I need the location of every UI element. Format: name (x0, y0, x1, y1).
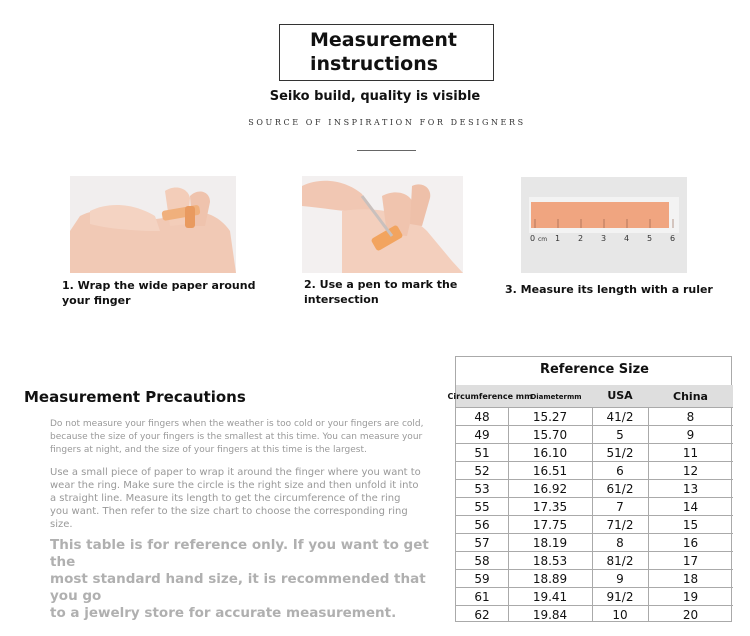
table-cell: 61 (474, 590, 490, 604)
precautions-paragraph-1: Do not measure your fingers when the weather is too cold or your fingers are cold, because the size of your fingers is the smallest at this time. You can measure your fingers at night, and the size of your fingers at this time is the largest. (50, 419, 424, 455)
table-cell: 17.35 (532, 500, 568, 514)
table-cell: 19.41 (532, 590, 568, 604)
reference-note: This table is for reference only. If you want to get the most standard hand size, it is recommended that you go to a jewelry store for accurate measurement. (50, 537, 429, 621)
step-2-photo (302, 176, 463, 273)
column-divider (648, 407, 649, 621)
ruler-unit: cm (538, 236, 548, 243)
table-cell: 20 (682, 608, 699, 622)
table-cell: 57 (474, 536, 490, 550)
table-cell: 62 (474, 608, 490, 622)
table-cell: 8 (686, 410, 695, 424)
table-row (456, 443, 733, 461)
table-cell: 15.70 (532, 428, 568, 442)
table-cell: 15.27 (532, 410, 568, 424)
table-cell: 49 (474, 428, 490, 442)
table-row (456, 407, 733, 425)
header-usa: USA (607, 389, 633, 402)
table-cell: 19.84 (532, 608, 568, 622)
table-cell: 48 (474, 410, 490, 424)
table-cell: 18.89 (532, 572, 568, 586)
table-cell: 17.75 (532, 518, 568, 532)
table-row (456, 497, 733, 515)
table-cell: 17 (682, 554, 699, 568)
precautions-title: Measurement Precautions (24, 388, 246, 406)
table-cell: 58 (474, 554, 490, 568)
page-title (279, 24, 494, 81)
table-title: Reference Size (539, 362, 650, 377)
table-row (456, 479, 733, 497)
table-cell: 51/2 (606, 446, 634, 460)
table-cell: 18 (682, 572, 699, 586)
table-cell: 56 (474, 518, 490, 532)
step-3-photo (521, 177, 687, 273)
table-cell: 16.10 (532, 446, 568, 460)
table-cell: 18.53 (532, 554, 568, 568)
step-2-caption: 2. Use a pen to mark the intersection (304, 278, 458, 306)
ruler-tick-6: 6 (670, 234, 676, 243)
table-row (456, 515, 733, 533)
ruler-tick-1: 1 (555, 234, 561, 243)
table-cell: 11 (682, 446, 699, 460)
header-diameter: Diametermm (530, 393, 582, 401)
table-cell: 81/2 (606, 554, 634, 568)
table-cell: 16.51 (532, 464, 568, 478)
table-cell: 91/2 (606, 590, 634, 604)
step-1-photo (70, 176, 236, 273)
ruler-tick-0: 0 (530, 234, 536, 243)
divider (357, 150, 416, 151)
table-cell: 15 (682, 518, 699, 532)
table-cell: 55 (474, 500, 490, 514)
header-china: China (673, 390, 708, 403)
table-row (456, 461, 733, 479)
step-3-caption: 3. Measure its length with a ruler (505, 283, 713, 296)
table-row (456, 587, 733, 605)
table-cell: 16 (682, 536, 699, 550)
title-line-1: Measurement (310, 29, 457, 51)
title-line-2: instructions (310, 53, 439, 75)
subtitle: Seiko build, quality is visible (269, 89, 481, 104)
ruler-tick-3: 3 (601, 234, 607, 243)
ruler-tick-5: 5 (647, 234, 653, 243)
source-tagline: SOURCE OF INSPIRATION FOR DESIGNERS (248, 118, 526, 127)
ruler-tick-4: 4 (624, 234, 630, 243)
column-divider (592, 407, 593, 621)
table-cell: 10 (612, 608, 628, 622)
table-cell: 13 (682, 482, 699, 496)
table-row (456, 605, 733, 623)
table-cell: 51 (474, 446, 490, 460)
table-row (456, 533, 733, 551)
table-cell: 41/2 (606, 410, 634, 424)
column-divider (508, 407, 509, 621)
precautions-paragraph-2: Use a small piece of paper to wrap it around the finger where you want to wear the ring. Make sure the circle is the right size and then unfold it into a straight line. Measure its length to get the circumference of the ring you want. Then refer to the size chart to choose the corresponding ring size. (50, 467, 421, 530)
table-cell: 61/2 (606, 482, 634, 496)
table-cell: 16.92 (532, 482, 568, 496)
step-1-caption: 1. Wrap the wide paper around your finger (62, 279, 256, 307)
table-cell: 18.19 (532, 536, 568, 550)
table-cell: 71/2 (606, 518, 634, 532)
table-row (456, 551, 733, 569)
table-row (456, 425, 733, 443)
table-row (456, 569, 733, 587)
table-cell: 14 (682, 500, 699, 514)
table-cell: 59 (474, 572, 490, 586)
ruler-tick-2: 2 (578, 234, 584, 243)
header-circumference: Circumference mm (447, 392, 533, 401)
table-cell: 9 (686, 428, 695, 442)
table-cell: 52 (474, 464, 490, 478)
table-cell: 12 (682, 464, 699, 478)
table-cell: 53 (474, 482, 490, 496)
table-cell: 19 (682, 590, 699, 604)
table-cell: 8 (616, 536, 624, 550)
table-cell: 6 (616, 464, 624, 478)
reference-size-table (447, 356, 732, 622)
table-cell: 9 (616, 572, 624, 586)
table-cell: 7 (616, 500, 624, 514)
table-cell: 5 (616, 428, 624, 442)
